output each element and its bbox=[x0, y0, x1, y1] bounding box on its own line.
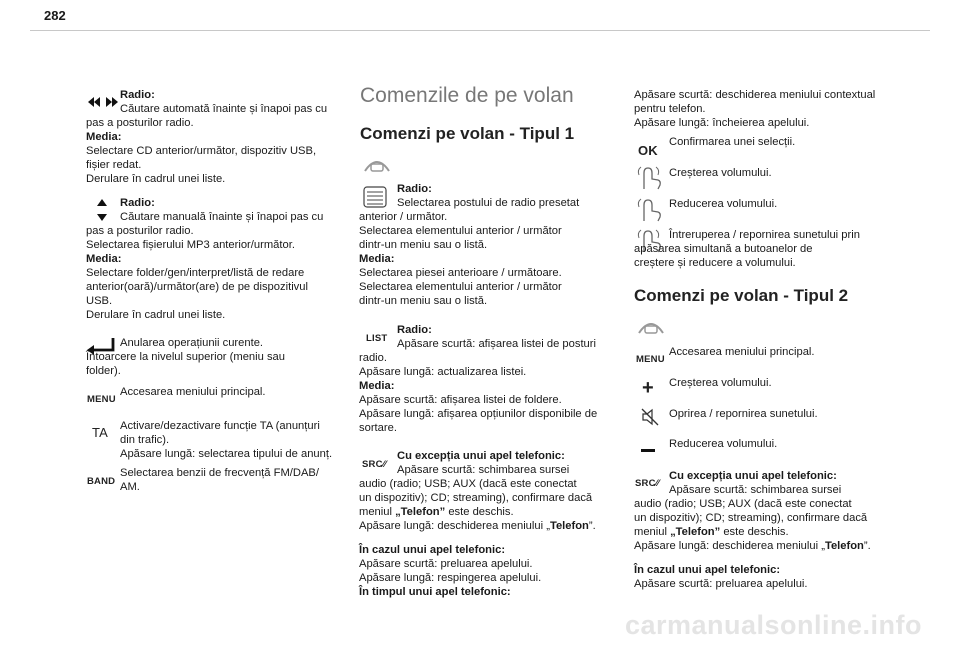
call-2-text-part2: este deschis. Apăsare lungă: deschiderea meniului „ bbox=[634, 526, 825, 552]
call-2-heading: Cu excepția unui apel telefonic: bbox=[669, 470, 837, 482]
call-telefon: „Telefon” bbox=[395, 506, 446, 518]
incall-2-text: Apăsare scurtă: preluarea apelului. bbox=[634, 578, 808, 590]
call-telefon-2: Telefon bbox=[549, 520, 589, 532]
wheel-media-text: Selectarea piesei anterioare / următoare. Selectarea elementului anterior / următor dintr-un meniu sau o listă. bbox=[359, 267, 562, 307]
mute-speaker-icon bbox=[640, 407, 660, 427]
list-icon: LIST bbox=[366, 333, 388, 344]
seek-radio-text: Căutare automată înainte și înapoi pas cu pas a posturilor radio. bbox=[86, 103, 328, 129]
plus-icon: + bbox=[642, 377, 654, 399]
back-text: Anularea operațiunii curente. Întoarcere la nivelul superior (meniu sau folder). bbox=[86, 337, 285, 377]
ok-icon: OK bbox=[638, 143, 658, 158]
ta-text-content: Activare/dezactivare funcție TA (anunțuri din trafic). Apăsare lungă: selectarea tipului de anunț. bbox=[120, 420, 333, 460]
incall-text: Apăsare scurtă: preluarea apelului. Apăsare lungă: respingerea apelului. bbox=[359, 558, 542, 584]
updown-radio-text: Căutare manuală înainte și înapoi pas cu pas a posturilor radio. Selectarea fișierului MP3 anterior/următor. bbox=[86, 211, 324, 251]
call-text-part3: ”. bbox=[588, 520, 596, 532]
call-2-text-part3: ”. bbox=[863, 540, 871, 552]
call-text-part2: este deschis. Apăsare lungă: deschiderea meniului „ bbox=[359, 506, 550, 532]
during-call-text: Apăsare scurtă: deschiderea meniului contextual pentru telefon. Apăsare lungă: încheierea apelului. bbox=[634, 89, 876, 129]
wheel-radio-text: Selectarea postului de radio presetat anterior / următor. Selectarea elementului anterior / următor dintr-un meniu sau o listă. bbox=[359, 197, 580, 251]
src-label: SRC bbox=[362, 459, 383, 470]
steering-wheel-2-icon bbox=[636, 317, 666, 337]
page-number: 282 bbox=[44, 8, 66, 23]
incall-2-heading: În cazul unui apel telefonic: bbox=[634, 564, 781, 576]
incall-heading: În cazul unui apel telefonic: bbox=[359, 544, 506, 556]
minus-text: Reducerea volumului. bbox=[669, 438, 778, 450]
list-media-heading: Media: bbox=[359, 380, 395, 392]
band-text: Selectarea benzii de frecvență FM/DAB/ AM. bbox=[120, 467, 319, 493]
call-2-text bbox=[634, 483, 904, 553]
src-2-label: SRC bbox=[635, 478, 656, 489]
volup-text: Creșterea volumului. bbox=[669, 167, 772, 179]
wheel-radio-heading: Radio: bbox=[397, 183, 432, 195]
updown-media-text: Selectare folder/gen/interpret/listă de redare anterior(oară)/următor(are) de pe dispozitivul USB. Derulare în cadrul unei liste. bbox=[86, 267, 308, 321]
mute-text: Întreruperea / repornirea sunetului prin apăsarea simultană a butoanelor de creștere și reducere a volumului. bbox=[634, 229, 860, 269]
seek-radio-heading: Radio: bbox=[120, 89, 155, 101]
call-2-telefon: „Telefon” bbox=[670, 526, 721, 538]
updown-radio-heading: Radio: bbox=[120, 197, 155, 209]
section-title: Comenzile de pe volan bbox=[360, 84, 574, 107]
mute2-text: Oprirea / repornirea sunetului. bbox=[669, 408, 818, 420]
ta-text bbox=[86, 419, 348, 461]
steering-wheel-icon bbox=[362, 155, 392, 175]
band-icon: BAND bbox=[87, 476, 116, 487]
voldown-text: Reducerea volumului. bbox=[669, 198, 778, 210]
ok-text: Confirmarea unei selecții. bbox=[669, 136, 796, 148]
updown-media-heading: Media: bbox=[86, 253, 122, 265]
menu-2-text: Accesarea meniului principal. bbox=[669, 346, 815, 358]
volume-up-hand-icon bbox=[636, 165, 664, 191]
wheel-media-heading: Media: bbox=[359, 253, 395, 265]
watermark: carmanualsonline.info bbox=[624, 610, 922, 640]
list-radio-text: Apăsare scurtă: afișarea listei de posturi radio. Apăsare lungă: actualizarea listei. bbox=[359, 338, 596, 378]
call-heading: Cu excepția unui apel telefonic: bbox=[397, 450, 565, 462]
type2-subtitle: Comenzi pe volan - Tipul 2 bbox=[634, 286, 849, 305]
src-2-icon: SRC⁄⁄ bbox=[635, 478, 660, 489]
call-text-part1: Apăsare scurtă: schimbarea sursei audio (radio; USB; AUX (dacă este conectat un dispozitiv); CD; streaming), confirmare dacă meniul bbox=[359, 464, 593, 518]
src-icon: SRC⁄⁄ bbox=[362, 459, 387, 470]
menu-2-icon: MENU bbox=[636, 354, 665, 365]
call-2-text-part1: Apăsare scurtă: schimbarea sursei audio (radio; USB; AUX (dacă este conectat un dispozitiv); CD; streaming), confirmare dacă meniul bbox=[634, 484, 868, 538]
volume-down-hand-icon bbox=[636, 197, 664, 223]
ta-icon: TA bbox=[92, 425, 109, 440]
list-media-text: Apăsare scurtă: afișarea listei de foldere. Apăsare lungă: afișarea opțiunilor disponibile de sortare. bbox=[359, 394, 598, 434]
type1-subtitle: Comenzi pe volan - Tipul 1 bbox=[360, 124, 575, 143]
during-call-heading: În timpul unui apel telefonic: bbox=[359, 586, 511, 598]
seek-media-text: Selectare CD anterior/următor, dispozitiv USB, fișier redat. Derulare în cadrul unei liste. bbox=[86, 145, 317, 185]
minus-icon bbox=[641, 449, 655, 452]
header-divider bbox=[30, 30, 930, 31]
seek-media-heading: Media: bbox=[86, 131, 122, 143]
menu-text: Accesarea meniului principal. bbox=[120, 386, 266, 398]
plus-text: Creșterea volumului. bbox=[669, 377, 772, 389]
list-radio-heading: Radio: bbox=[397, 324, 432, 336]
call-2-telefon-2: Telefon bbox=[824, 540, 864, 552]
call-text bbox=[359, 463, 621, 533]
menu-icon: MENU bbox=[87, 394, 116, 405]
